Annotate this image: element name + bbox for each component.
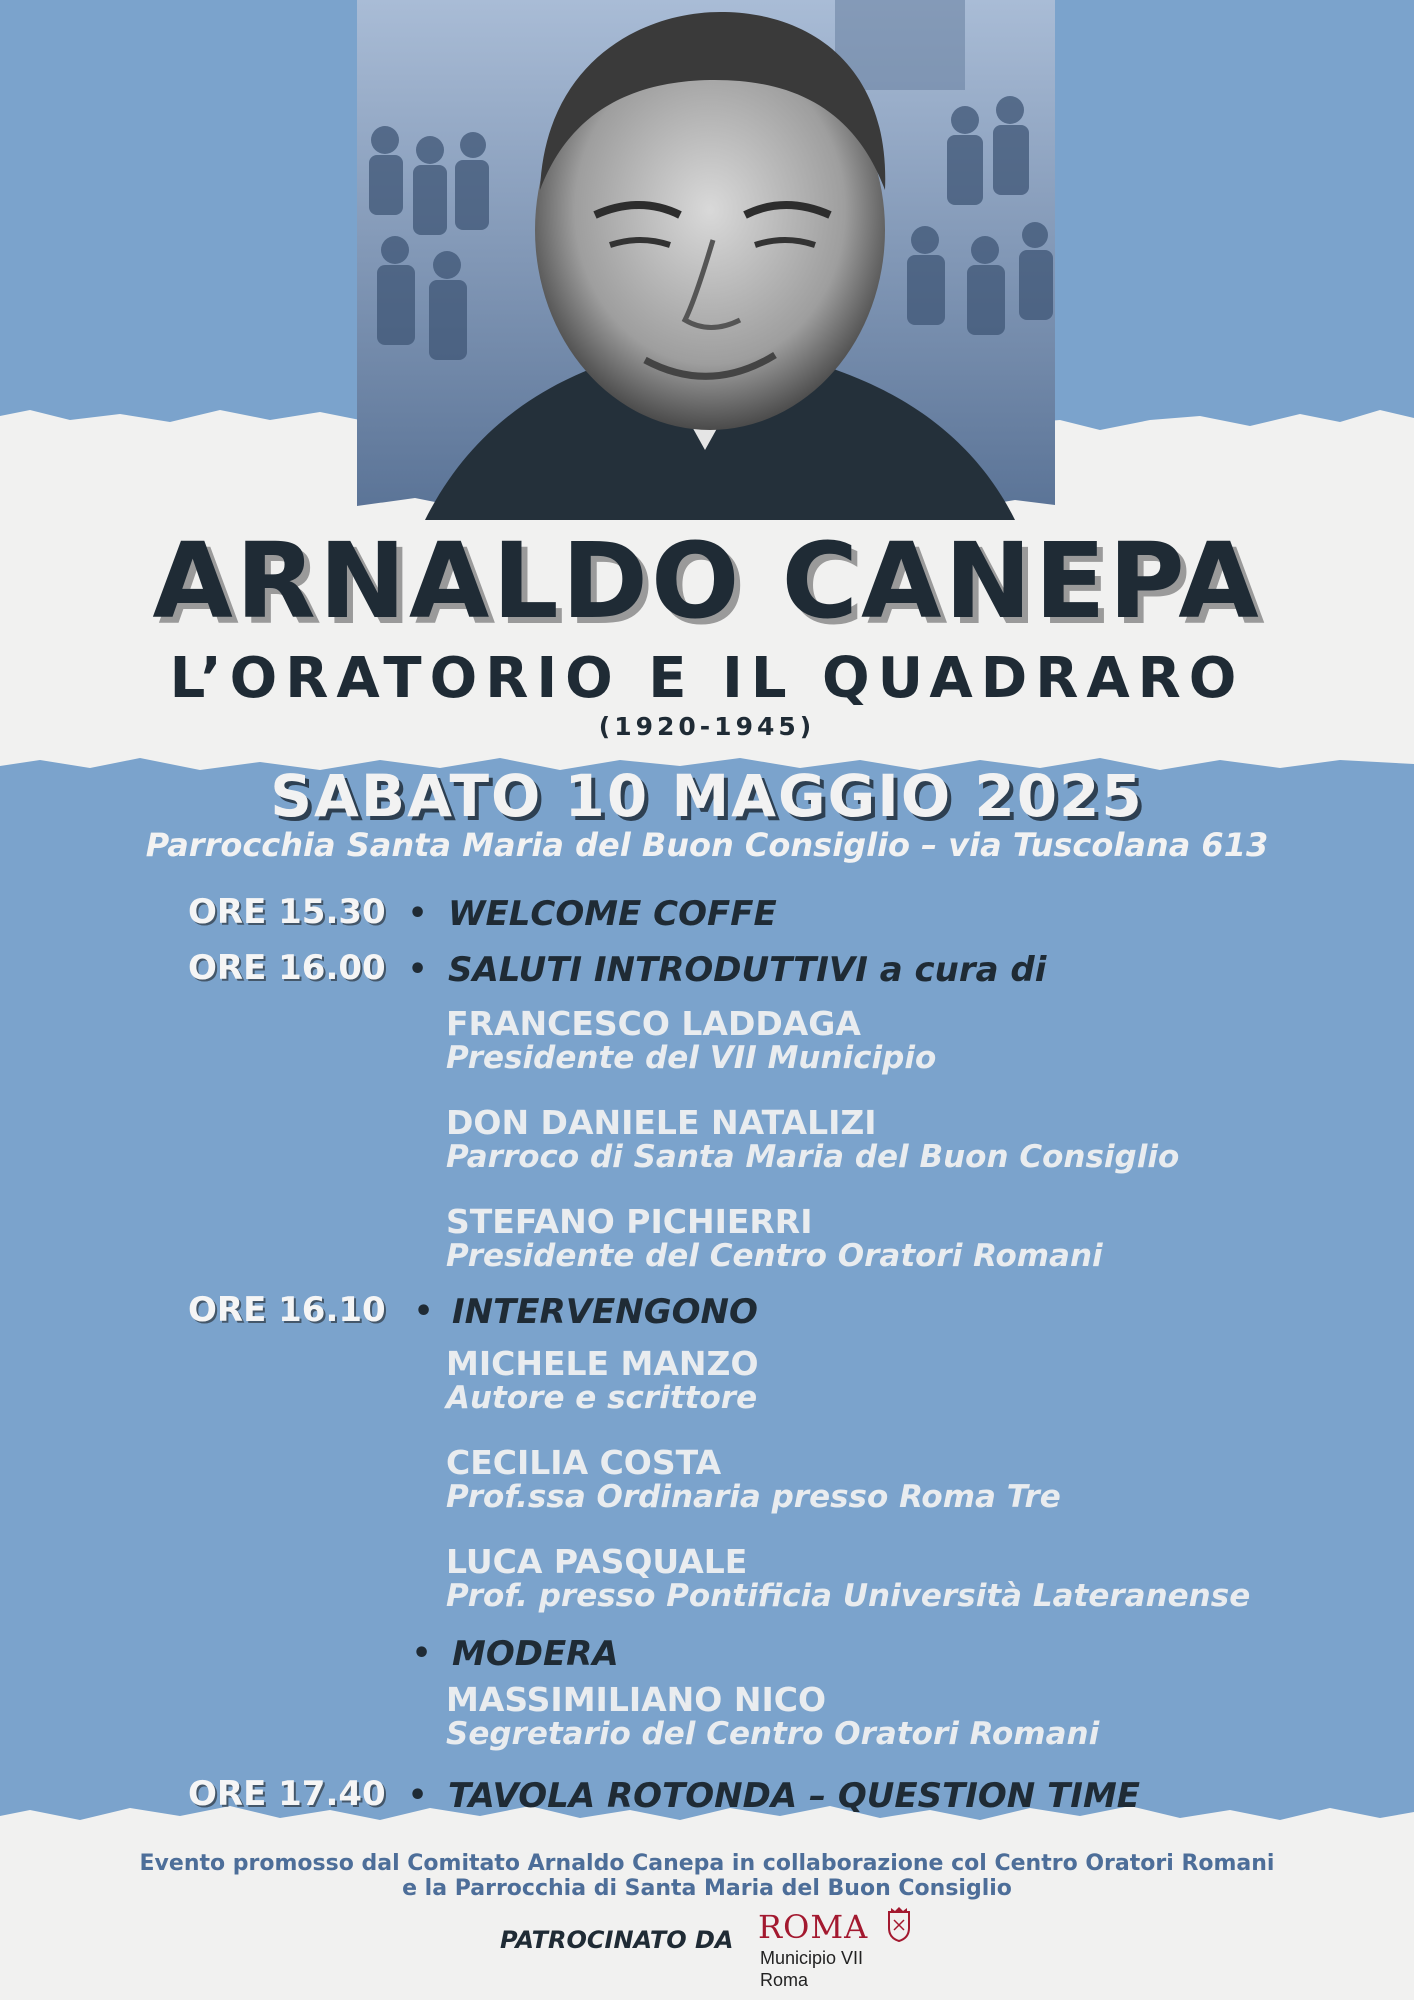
schedule-time: ORE 15.30 — [188, 892, 386, 932]
speaker-name: FRANCESCO LADDAGA — [446, 1004, 861, 1043]
speaker-name: MASSIMILIANO NICO — [446, 1680, 826, 1719]
bullet-icon: • — [408, 952, 428, 987]
portrait-photo — [355, 0, 1055, 520]
speaker-role: Prof.ssa Ordinaria presso Roma Tre — [446, 1479, 1061, 1515]
footer-credit-line: Evento promosso dal Comitato Arnaldo Canepa in collaborazione col Centro Oratori Romani — [139, 1851, 1275, 1876]
footer-credit-line: e la Parrocchia di Santa Maria del Buon Consiglio — [402, 1876, 1012, 1901]
bullet-icon: • — [414, 1294, 434, 1329]
schedule-time: ORE 16.00 — [188, 948, 386, 988]
speaker-role: Presidente del VII Municipio — [446, 1040, 937, 1076]
bullet-icon: • — [408, 1778, 428, 1813]
schedule-activity: TAVOLA ROTONDA – QUESTION TIME — [448, 1776, 1141, 1816]
speaker-role: Segretario del Centro Oratori Romani — [446, 1716, 1100, 1752]
speaker-name: MICHELE MANZO — [446, 1344, 759, 1383]
speaker-role: Prof. presso Pontificia Università Lateranense — [446, 1578, 1251, 1614]
speaker-role: Parroco di Santa Maria del Buon Consiglio — [446, 1139, 1180, 1175]
main-title: ARNALDO CANEPA — [152, 520, 1262, 642]
subtitle: L’ORATORIO E IL QUADRARO — [169, 646, 1245, 711]
sponsor-city: Roma — [760, 1970, 809, 1990]
bullet-icon: • — [412, 1636, 432, 1671]
speaker-name: STEFANO PICHIERRI — [446, 1202, 813, 1241]
schedule-activity: SALUTI INTRODUTTIVI a cura di — [448, 950, 1047, 990]
speaker-name: LUCA PASQUALE — [446, 1542, 748, 1581]
speaker-name: CECILIA COSTA — [446, 1443, 722, 1482]
speaker-role: Autore e scrittore — [446, 1380, 758, 1416]
schedule-time: ORE 17.40 — [188, 1774, 386, 1814]
schedule-activity: INTERVENGONO — [452, 1292, 758, 1332]
bullet-icon: • — [408, 896, 428, 931]
speaker-role: Presidente del Centro Oratori Romani — [446, 1238, 1103, 1274]
schedule-time: ORE 16.10 — [188, 1290, 386, 1330]
sponsor-municipio: Municipio VII — [760, 1948, 864, 1968]
roma-crest-icon — [886, 1906, 912, 1942]
speaker-name: DON DANIELE NATALIZI — [446, 1103, 877, 1142]
years: (1920-1945) — [598, 712, 816, 741]
roma-logo: ROMA — [758, 1908, 869, 1946]
patronage-label: PATROCINATO DA — [500, 1926, 734, 1954]
event-venue: Parrocchia Santa Maria del Buon Consiglio – via Tuscolana 613 — [145, 826, 1269, 864]
schedule-activity: WELCOME COFFE — [448, 894, 777, 934]
event-date: SABATO 10 MAGGIO 2025 — [270, 762, 1144, 830]
schedule-activity: MODERA — [452, 1634, 619, 1674]
